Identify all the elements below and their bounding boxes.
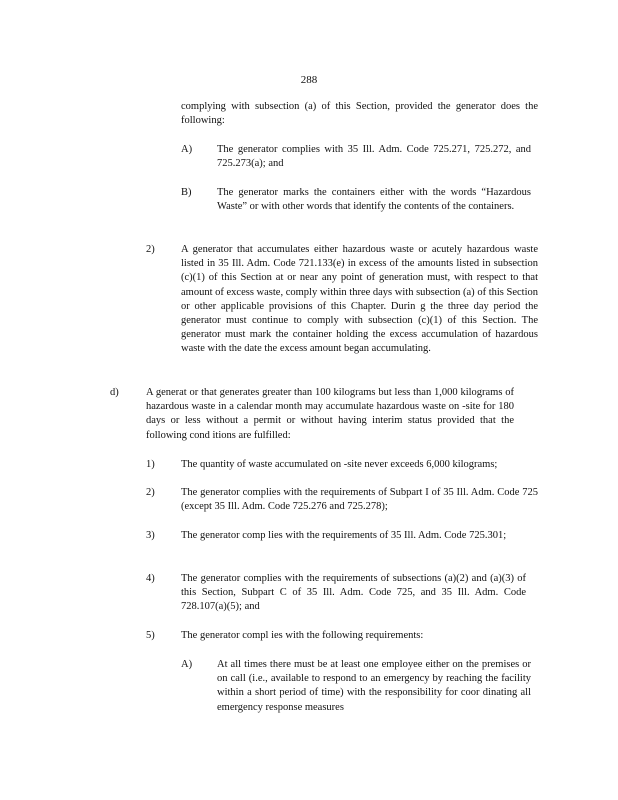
item-text: The quantity of waste accumulated on -site never exceeds 6,000 kilograms;: [181, 459, 498, 470]
item-text: The generator complies with 35 Ill. Adm. Code 725.271, 725.272, and 725.273(a); and: [217, 144, 531, 170]
item-label: B): [181, 187, 192, 198]
section-label: d): [110, 387, 119, 398]
section-text: A generat or that generates greater than 100 kilograms but less than 1,000 kilograms of hazardous waste in a calendar month may accumulate hazardous waste on -site for 180 days or less without a permit or without having interim status provided that the following cond itions are fulfilled:: [146, 387, 514, 441]
item-label: A): [181, 659, 193, 670]
item-text: The generator compl ies with the following requirements:: [181, 630, 424, 641]
item-text: The generator marks the containers either with the words “Hazardous Waste” or with other words that identify the contents of the containers.: [217, 187, 531, 213]
item-text: The generator comp lies with the requirements of 35 Ill. Adm. Code 725.301;: [181, 530, 507, 541]
item-label: 4): [146, 573, 155, 584]
item-label: 3): [146, 530, 155, 541]
page-number: 288: [300, 74, 318, 86]
item-text: The generator complies with the requirements of subsections (a)(2) and (a)(3) of this Section, Subpart C of 35 Ill. Adm. Code 725, and 35 Ill. Adm. Code 728.107(a)(5); and: [181, 573, 526, 613]
item-label: 5): [146, 630, 155, 641]
item-label: 2): [146, 244, 155, 255]
item-text: A generator that accumulates either hazardous waste or acutely hazardous waste listed in 35 Ill. Adm. Code 721.133(e) in excess of the amounts listed in subsection (c)(1) of this Section at or near any point of generation must, with respect to that amount of excess waste, comply within three days with subsection (a) of this Section or other applicable provisions of this Chapter. Durin g the three day period the generator must continue to comply with subsection (c)(1) of this Section. The generator must mark the container holding the excess accumulation of hazardous waste with the date the excess amount began accumulating.: [181, 244, 538, 355]
item-text: At all times there must be at least one employee either on the premises or on call (i.e., available to respond to an emergency by reaching the facility within a short period of time) with the responsibility for coor dinating all emergency response measures: [217, 659, 531, 713]
item-label: 2): [146, 487, 155, 498]
item-text: The generator complies with the requirements of Subpart I of 35 Ill. Adm. Code 725 (except 35 Ill. Adm. Code 725.276 and 725.278);: [181, 487, 538, 513]
intro-paragraph: complying with subsection (a) of this Section, provided the generator does the following:: [181, 101, 538, 127]
item-label: A): [181, 144, 193, 155]
item-label: 1): [146, 459, 155, 470]
